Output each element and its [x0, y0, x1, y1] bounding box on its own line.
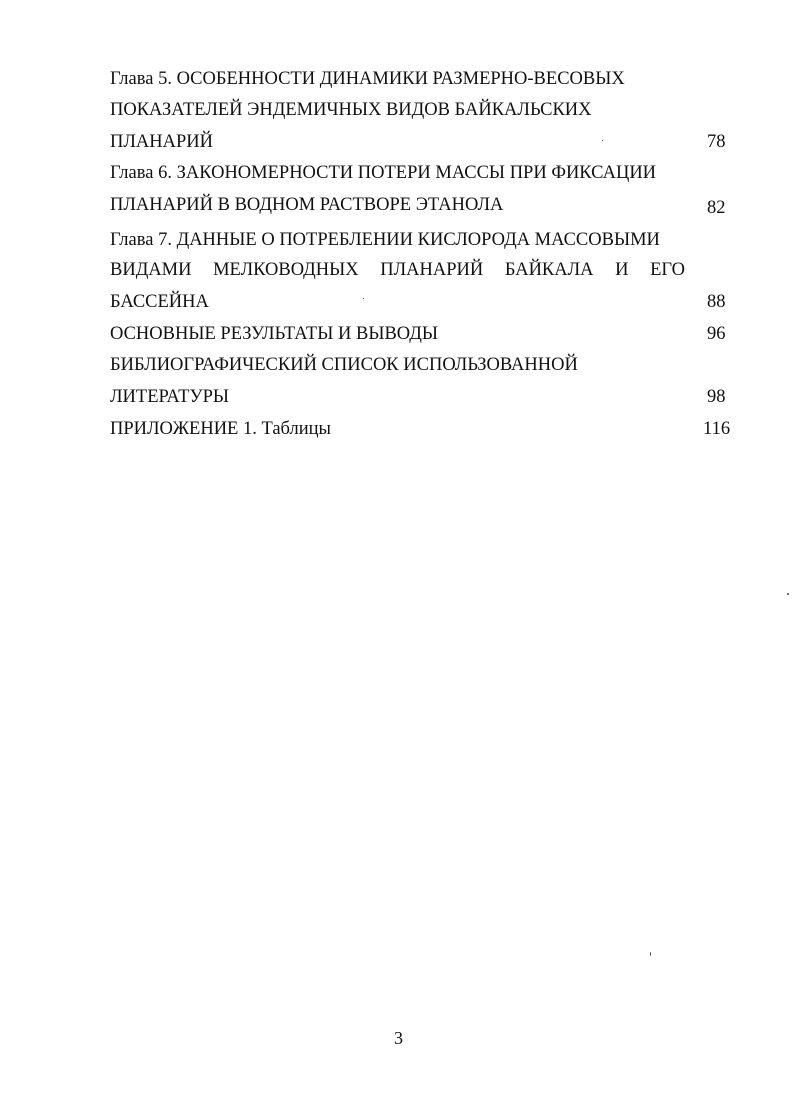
page-number: 3 — [394, 1028, 403, 1048]
toc-entry-chapter-5-line-1: Глава 5. ОСОБЕННОСТИ ДИНАМИКИ РАЗМЕРНО-ВЕСОВЫХ — [110, 69, 625, 89]
toc-entry-chapter-6-line-2: ПЛАНАРИЙ В ВОДНОМ РАСТВОРЕ ЭТАНОЛА — [110, 195, 504, 215]
toc-entry-appendix-line-1: ПРИЛОЖЕНИЕ 1. Таблицы — [110, 419, 331, 439]
toc-entry-chapter-7-line-2: ВИДАМИ МЕЛКОВОДНЫХ ПЛАНАРИЙ БАЙКАЛА И ЕГО — [110, 260, 685, 280]
toc-entry-chapter-5-line-2: ПОКАЗАТЕЛЕЙ ЭНДЕМИЧНЫХ ВИДОВ БАЙКАЛЬСКИХ — [110, 100, 592, 120]
toc-entry-chapter-7-line-1: Глава 7. ДАННЫЕ О ПОТРЕБЛЕНИИ КИСЛОРОДА МАССОВЫМИ — [110, 230, 660, 250]
toc-entry-bibliography-line-2: ЛИТЕРАТУРЫ — [110, 387, 229, 407]
toc-entry-results-line-1: ОСНОВНЫЕ РЕЗУЛЬТАТЫ И ВЫВОДЫ — [110, 324, 438, 344]
scan-speck — [650, 952, 651, 956]
toc-entry-bibliography-page: 98 — [707, 387, 726, 407]
scan-speck — [602, 140, 603, 141]
toc-entry-bibliography-line-1: БИБЛИОГРАФИЧЕСКИЙ СПИСОК ИСПОЛЬЗОВАННОЙ — [110, 355, 578, 375]
toc-entry-chapter-6-page: 82 — [707, 198, 726, 218]
toc-entry-results-page: 96 — [707, 324, 726, 344]
toc-entry-chapter-7-line-3: БАССЕЙНА — [110, 292, 209, 312]
toc-entry-appendix-page: 116 — [703, 419, 731, 439]
scan-speck — [787, 593, 789, 595]
toc-entry-chapter-5-line-3: ПЛАНАРИЙ — [110, 132, 213, 152]
toc-entry-chapter-6-line-1: Глава 6. ЗАКОНОМЕРНОСТИ ПОТЕРИ МАССЫ ПРИ ФИКСАЦИИ — [110, 163, 657, 183]
toc-entry-chapter-5-page: 78 — [707, 132, 726, 152]
toc-entry-chapter-7-page: 88 — [707, 292, 726, 312]
scan-speck — [363, 298, 364, 299]
